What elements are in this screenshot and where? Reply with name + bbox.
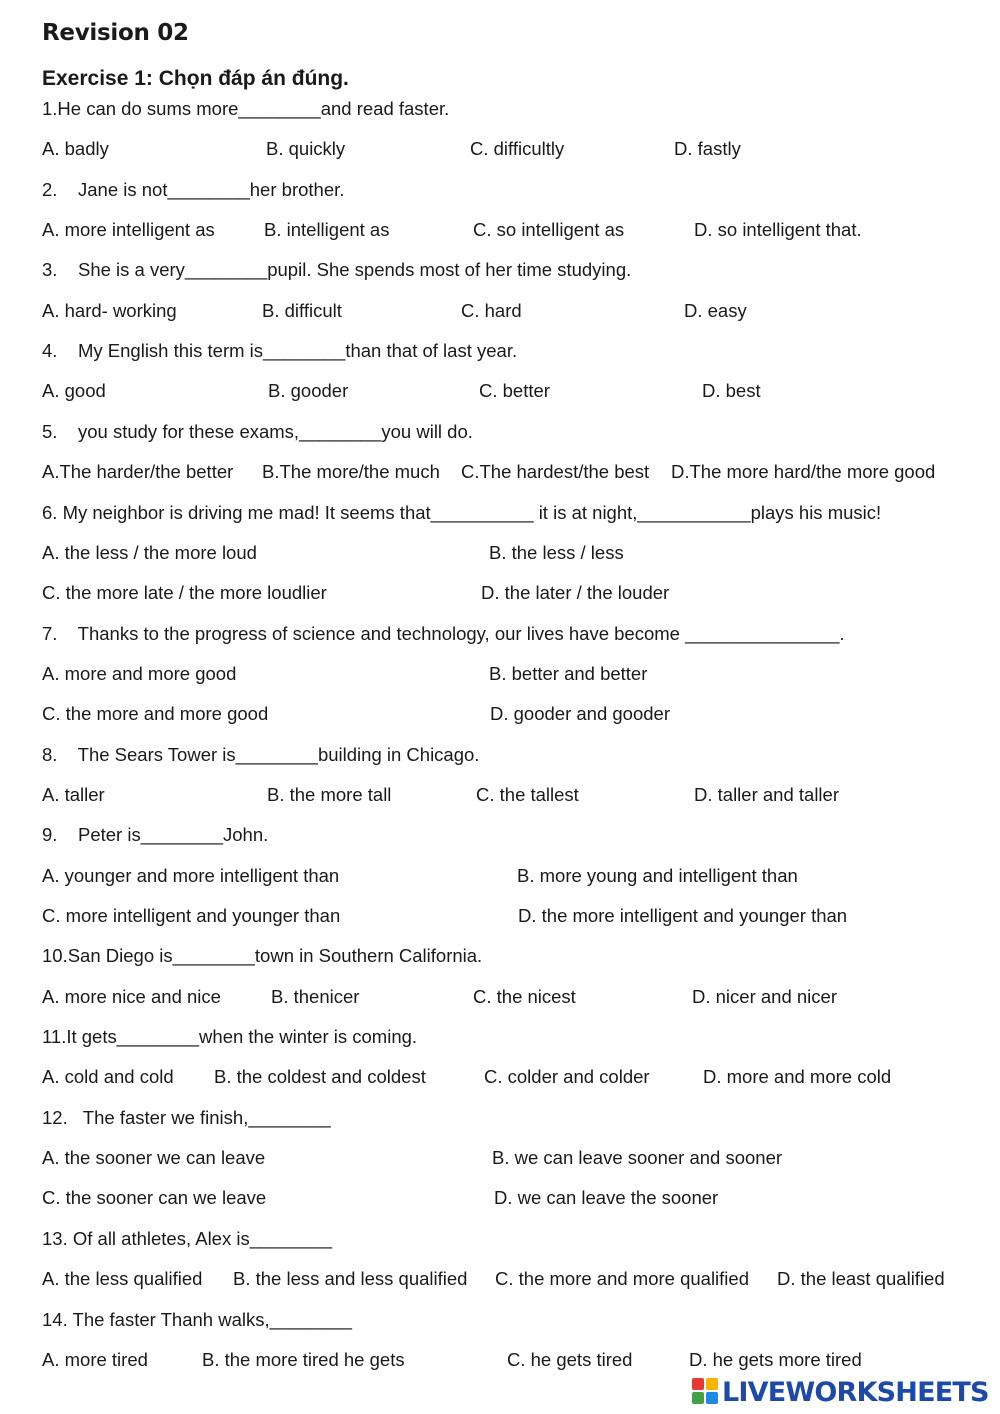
answer-option: C. better [479, 380, 550, 401]
answer-option: C. the more and more qualified [495, 1268, 749, 1289]
answer-option: D. more and more cold [703, 1066, 892, 1087]
answer-option: B. the more tired he gets [202, 1349, 405, 1370]
answer-option: A. the sooner we can leave [42, 1147, 266, 1168]
answer-option: C. the nicest [473, 986, 576, 1007]
answer-option: A. more intelligent as [42, 219, 215, 240]
question-text: 7. Thanks to the progress of science and technology, our lives have become _______________. [42, 623, 845, 644]
logo-text: LIVEWORKSHEETS [722, 1376, 989, 1408]
answer-option: C. difficultly [470, 138, 565, 159]
answer-option: B. intelligent as [264, 219, 390, 240]
question-text: 11.It gets________when the winter is coming. [42, 1026, 418, 1047]
answer-option: C. hard [461, 300, 522, 321]
answer-option: A. badly [42, 138, 109, 159]
page-title: Revision 02 [42, 20, 189, 46]
answer-option: C. so intelligent as [473, 219, 625, 240]
answer-option: A. hard- working [42, 300, 177, 321]
answer-option: B. the less / less [489, 542, 624, 563]
question-text: 4. My English this term is________than that of last year. [42, 340, 518, 361]
answer-option: A. the less / the more loud [42, 542, 257, 563]
question-text: 8. The Sears Tower is________building in Chicago. [42, 744, 480, 765]
answer-option: C. the sooner can we leave [42, 1187, 267, 1208]
answer-option: D. he gets more tired [689, 1349, 862, 1370]
answer-option: A. more tired [42, 1349, 148, 1370]
question-text: 9. Peter is________John. [42, 824, 269, 845]
answer-option: C. the tallest [476, 784, 579, 805]
answer-option: D. so intelligent that. [694, 219, 862, 240]
answer-option: A. taller [42, 784, 105, 805]
answer-option: D. best [702, 380, 761, 401]
answer-option: A. more and more good [42, 663, 237, 684]
answer-option: C. he gets tired [507, 1349, 633, 1370]
question-text: 13. Of all athletes, Alex is________ [42, 1228, 333, 1249]
answer-option: C. the more late / the more loudlier [42, 582, 327, 603]
answer-option: B. gooder [268, 380, 349, 401]
answer-option: A. more nice and nice [42, 986, 221, 1007]
answer-option: D. nicer and nicer [692, 986, 837, 1007]
answer-option: D. fastly [674, 138, 741, 159]
question-text: 1.He can do sums more________and read faster. [42, 98, 450, 119]
answer-option: B. thenicer [271, 986, 360, 1007]
answer-option: C. the more and more good [42, 703, 269, 724]
answer-option: B. we can leave sooner and sooner [492, 1147, 783, 1168]
answer-option: B. the coldest and coldest [214, 1066, 426, 1087]
answer-option: D.The more hard/the more good [671, 461, 936, 482]
answer-option: D. the later / the louder [481, 582, 670, 603]
answer-option: D. taller and taller [694, 784, 839, 805]
answer-option: B. the less and less qualified [233, 1268, 468, 1289]
answer-option: A. good [42, 380, 106, 401]
answer-option: A. the less qualified [42, 1268, 203, 1289]
answer-option: B. more young and intelligent than [517, 865, 798, 886]
answer-option: A.The harder/the better [42, 461, 234, 482]
question-text: 10.San Diego is________town in Southern California. [42, 945, 483, 966]
answer-option: D. easy [684, 300, 747, 321]
answer-option: B. better and better [489, 663, 648, 684]
question-text: 14. The faster Thanh walks,________ [42, 1309, 352, 1330]
answer-option: B. difficult [262, 300, 342, 321]
question-text: 6. My neighbor is driving me mad! It seems that__________ it is at night,___________plays his music! [42, 502, 882, 523]
answer-option: C.The hardest/the best [461, 461, 650, 482]
answer-option: A. younger and more intelligent than [42, 865, 340, 886]
answer-option: D. the least qualified [777, 1268, 945, 1289]
answer-option: B. quickly [266, 138, 346, 159]
answer-option: B. the more tall [267, 784, 392, 805]
answer-option: B.The more/the much [262, 461, 440, 482]
answer-option: A. cold and cold [42, 1066, 174, 1087]
question-text: 3. She is a very________pupil. She spends most of her time studying. [42, 259, 632, 280]
question-text: 12. The faster we finish,________ [42, 1107, 331, 1128]
liveworksheets-logo [692, 1375, 992, 1409]
answer-option: D. the more intelligent and younger than [518, 905, 848, 926]
question-text: 2. Jane is not________her brother. [42, 179, 345, 200]
exercise-title: Exercise 1: Chọn đáp án đúng. [42, 67, 349, 90]
question-text: 5. you study for these exams,________you will do. [42, 421, 473, 442]
answer-option: D. we can leave the sooner [494, 1187, 719, 1208]
answer-option: D. gooder and gooder [490, 703, 670, 724]
answer-option: C. more intelligent and younger than [42, 905, 341, 926]
answer-option: C. colder and colder [484, 1066, 650, 1087]
logo-mark-icon [692, 1378, 720, 1406]
